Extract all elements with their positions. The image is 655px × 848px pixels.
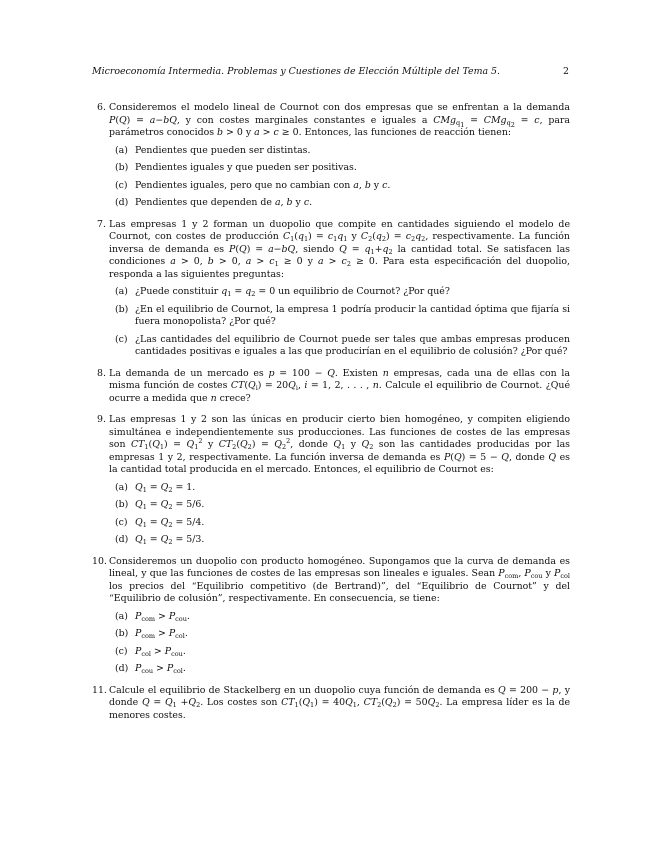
question-8	[92, 368, 570, 406]
problem-list	[92, 102, 570, 731]
options	[115, 482, 570, 547]
question-text: La demanda de un mercado es p = 100 − Q. Existen n empresas, cada una de ellas con la misma función de costes $CT(Q_i) = 20Q_i$, i = 1, 2, . . . , n. Calcule el equilibrio de Cournot. ¿Qué ocurre a medida que n crece?	[109, 367, 571, 404]
question-number: 10.	[92, 555, 107, 567]
option: (c) Pendientes iguales, pero que no cambian con a, b y c.	[115, 179, 391, 191]
question-number: 7.	[97, 218, 106, 230]
option: (d) Pendientes que dependen de a, b y c.	[115, 197, 313, 208]
option: (a) $Q_1 = Q_2 = 1$.	[115, 481, 196, 494]
option: (b) $P_{com} > P_{col}$.	[115, 628, 188, 640]
option: (c) ¿Las cantidades del equilibrio de Cournot puede ser tales que ambas empresas producen cantidades positivas e iguales a las que producirían en el equilibrio de colusión? ¿Por qué?	[115, 333, 570, 357]
question-10	[92, 556, 570, 676]
option: (b) Pendientes iguales y que pueden ser positivas.	[115, 162, 357, 173]
question-text: Calcule el equilibrio de Stackelberg en un duopolio cuya función de demanda es Q = 200 − p, y donde $Q = Q_1 +Q_2$. Los costes son $CT_1(Q_1) = 40Q_1$, $CT_2(Q_2) = 50Q_2$. La empresa líder es la de menores costes.	[109, 684, 570, 721]
question-number: 6.	[97, 102, 106, 113]
option: (b) ¿En el equilibrio de Cournot, la empresa 1 podría producir la cantidad óptima que fijaría si fuera monopolista? ¿Por qué?	[115, 303, 570, 327]
option: (c) $Q_1 = Q_2 = 5/4$.	[115, 516, 205, 529]
options	[115, 145, 570, 210]
option: (c) $P_{col} > P_{cou}$.	[115, 645, 186, 658]
question-text: Consideremos un duopolio con producto homogéneo. Supongamos que la curva de demanda es lineal, y que las funciones de costes de las empresas son lineales e iguales. Sean $P_{com}$, $P_{cou}$ y $P_{col}$ los precios del “Equilibrio competitivo (de Bertrand)”, del “Equilibrio de Cournot” y del “Equilibrio de colusión”, respectivamente. En consecuencia, se tiene:	[109, 555, 570, 604]
header-title: Microeconomía Intermedia. Problemas y Cuestiones de Elección Múltiple del Tema 5.	[92, 66, 500, 77]
option: (a) $P_{com} > P_{cou}$.	[115, 610, 190, 623]
option: (a) Pendientes que pueden ser distintas.	[115, 144, 311, 156]
question-6	[92, 102, 570, 210]
question-text: Las empresas 1 y 2 forman un duopolio que compite en cantidades siguiendo el modelo de Cournot, con costes de producción $C_1(q_1) = c_1q_1$ y $C_2(q_2) = c_2q_2$, respectivamente. La función inversa de demanda es P(Q) = a−bQ, siendo $Q = q_1+q_2$ la cantidad total. Se satisfacen las condiciones a > 0, b > 0, $a > c_1 \ge 0$ y $a > c_2 \ge 0$. Para esta especificación del duopolio, responda a las siguientes preguntas:	[109, 218, 570, 280]
page-number: 2	[563, 66, 569, 77]
question-number: 9.	[97, 414, 106, 425]
question-number: 8.	[97, 367, 106, 379]
option: (a) ¿Puede constituir $q_1 = q_2 = 0$ un equilibrio de Cournot? ¿Por qué?	[115, 286, 450, 298]
question-7	[92, 219, 570, 359]
option: (b) $Q_1 = Q_2 = 5/6$.	[115, 499, 205, 511]
question-text: Las empresas 1 y 2 son las únicas en producir cierto bien homogéneo, y compiten eligiendo simultánea e independientemente sus producciones. Las funciones de costes de las empresas son $CT_1(Q_1) = Q_1^2$ y $CT_2(Q_2) = Q_2^2$, donde $Q_1$ y $Q_2$ son las cantidades producidas por las empresas 1 y 2, respectivamente. La función inversa de demanda es P(Q) = 5 − Q, donde Q es la cantidad total producida en el mercado. Entonces, el equilibrio de Cournot es:	[109, 414, 570, 475]
option: (d) $Q_1 = Q_2 = 5/3$.	[115, 534, 205, 546]
options	[115, 611, 570, 676]
question-number: 11.	[92, 684, 107, 696]
running-header	[92, 66, 569, 77]
option: (d) $P_{cou} > P_{col}$.	[115, 663, 186, 675]
question-text: Consideremos el modelo lineal de Cournot con dos empresas que se enfrentan a la demanda P(Q) = a−bQ, y con costes marginales constantes e iguales a CMg$_{q_1}$ = CMg$_{q_2}$ = c, para parámetros conocidos b > 0 y a > c ≥ 0. Entonces, las funciones de reacción tienen:	[109, 102, 570, 138]
options	[115, 286, 570, 359]
question-9	[92, 414, 570, 547]
question-11	[92, 685, 570, 723]
